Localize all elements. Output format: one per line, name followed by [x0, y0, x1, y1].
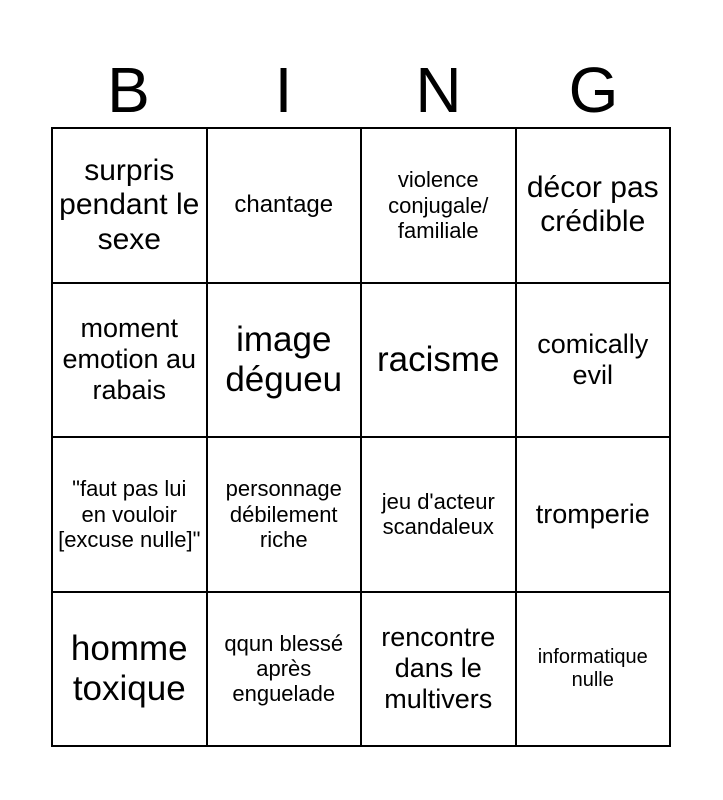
bingo-cell[interactable]: informatique nulle [517, 593, 672, 748]
bingo-cell[interactable]: racisme [362, 284, 517, 439]
bingo-cell[interactable]: "faut pas lui en vouloir [excuse nulle]" [53, 438, 208, 593]
bingo-board [51, 127, 671, 747]
bingo-cell[interactable]: décor pas crédible [517, 129, 672, 284]
bingo-cell[interactable]: rencontre dans le multivers [362, 593, 517, 748]
bingo-cell[interactable]: comically evil [517, 284, 672, 439]
bingo-cell[interactable]: moment emotion au rabais [53, 284, 208, 439]
bingo-cell[interactable]: personnage débilement riche [208, 438, 363, 593]
header-letter-n: N [415, 54, 462, 126]
bingo-cell[interactable]: tromperie [517, 438, 672, 593]
header-letter-g: G [568, 54, 619, 126]
header-letter-i: I [274, 54, 293, 126]
bingo-header [51, 52, 671, 128]
bingo-cell[interactable]: jeu d'acteur scandaleux [362, 438, 517, 593]
bingo-cell[interactable]: surpris pendant le sexe [53, 129, 208, 284]
bingo-cell[interactable]: chantage [208, 129, 363, 284]
bingo-cell[interactable]: violence conjugale/ familiale [362, 129, 517, 284]
bingo-cell[interactable]: qqun blessé après enguelade [208, 593, 363, 748]
bingo-cell[interactable]: homme toxique [53, 593, 208, 748]
header-letter-b: B [107, 54, 150, 126]
bingo-cell[interactable]: image dégueu [208, 284, 363, 439]
